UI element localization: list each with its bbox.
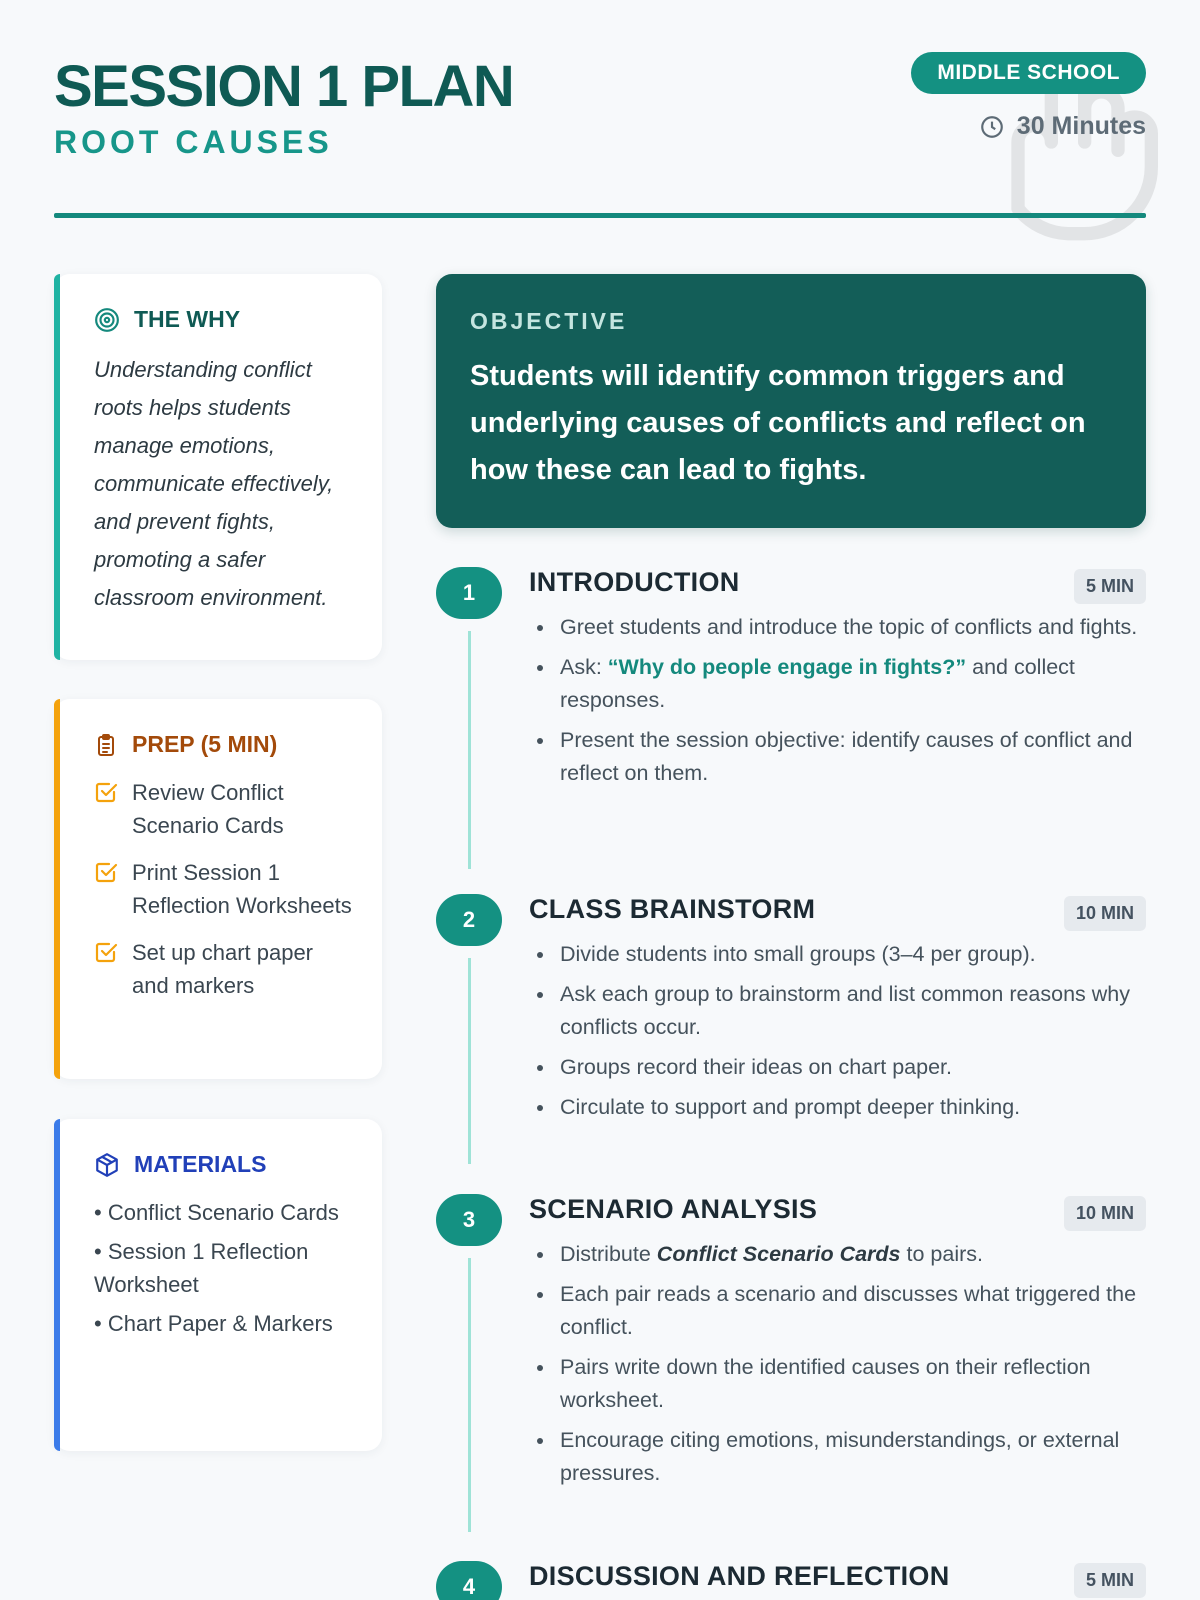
- step-bullet: • Each pair reads a scenario and discusses what triggered the conflict.: [556, 1278, 1146, 1344]
- prep-list: [94, 776, 352, 1002]
- materials-card: [54, 1119, 382, 1451]
- duration: [979, 112, 1146, 141]
- step-bullet: • Divide students into small groups (3–4 per group).: [556, 938, 1146, 971]
- step-number: 3: [436, 1194, 502, 1246]
- step-discussion-reflection: [436, 1561, 1146, 1600]
- page-subtitle: ROOT CAUSES: [54, 124, 333, 160]
- step-bullet: • Present the session objective: identify causes of conflict and reflect on them.: [556, 724, 1146, 790]
- step-duration-badge: 5 MIN: [1074, 569, 1146, 604]
- step-title: INTRODUCTION: [529, 567, 740, 597]
- why-text: Understanding conflict roots helps students manage emotions, communicate effectively, and prevent fights, promoting a safer classroom environment.: [94, 357, 334, 610]
- step-duration-badge: 10 MIN: [1064, 1196, 1146, 1231]
- step-bullets: [556, 611, 1146, 797]
- step-title: SCENARIO ANALYSIS: [529, 1194, 818, 1224]
- timeline-line: [468, 1258, 471, 1532]
- materials-heading: MATERIALS: [134, 1151, 267, 1177]
- step-bullet: • Ask: “Why do people engage in fights?” and collect responses.: [556, 651, 1146, 717]
- level-badge: MIDDLE SCHOOL: [911, 52, 1146, 94]
- step-introduction: [436, 567, 1146, 867]
- materials-list: [94, 1196, 352, 1340]
- objective-card: [436, 274, 1146, 528]
- why-card: [54, 274, 382, 660]
- prep-item-label: Print Session 1 Reflection Worksheets: [132, 860, 352, 918]
- checkbox-icon: [94, 860, 118, 884]
- why-heading: THE WHY: [134, 306, 241, 332]
- step-bullet: • Greet students and introduce the topic of conflicts and fights.: [556, 611, 1146, 644]
- step-bullet: • Groups record their ideas on chart paper.: [556, 1051, 1146, 1084]
- materials-item: • Conflict Scenario Cards: [94, 1200, 339, 1225]
- clock-icon: [979, 114, 1005, 140]
- step-bullet: • Distribute Conflict Scenario Cards to pairs.: [556, 1238, 1146, 1271]
- materials-item: • Chart Paper & Markers: [94, 1311, 333, 1336]
- key-question: “Why do people engage in fights?”: [607, 655, 967, 679]
- page-header: [54, 52, 1146, 222]
- duration-label: 30 Minutes: [1016, 112, 1146, 140]
- step-bullet: • Encourage citing emotions, misunderstandings, or external pressures.: [556, 1424, 1146, 1490]
- step-duration-badge: 5 MIN: [1074, 1563, 1146, 1598]
- target-icon: [94, 307, 120, 333]
- step-bullet: • Circulate to support and prompt deeper thinking.: [556, 1091, 1146, 1124]
- checkbox-icon: [94, 780, 118, 804]
- prep-item-label: Set up chart paper and markers: [132, 940, 314, 998]
- step-number: 4: [436, 1561, 502, 1600]
- page-title: SESSION 1 PLAN: [54, 54, 514, 119]
- step-number: 1: [436, 567, 502, 619]
- step-title: CLASS BRAINSTORM: [529, 894, 816, 924]
- materials-item: • Session 1 Reflection Worksheet: [94, 1239, 309, 1297]
- step-title: DISCUSSION AND REFLECTION: [529, 1561, 950, 1591]
- prep-item: [94, 856, 352, 922]
- clipboard-icon: [94, 732, 118, 758]
- objective-label: OBJECTIVE: [470, 308, 628, 334]
- prep-item: [94, 936, 352, 1002]
- step-scenario-analysis: [436, 1194, 1146, 1534]
- step-duration-badge: 10 MIN: [1064, 896, 1146, 931]
- step-class-brainstorm: [436, 894, 1146, 1174]
- objective-text: Students will identify common triggers and underlying causes of conflicts and reflect on how these can lead to fights.: [470, 360, 1086, 486]
- checkbox-icon: [94, 940, 118, 964]
- prep-item: [94, 776, 352, 842]
- step-number: 2: [436, 894, 502, 946]
- package-icon: [94, 1152, 120, 1178]
- material-name: Conflict Scenario Cards: [656, 1242, 901, 1266]
- prep-heading: PREP (5 MIN): [132, 731, 278, 757]
- prep-item-label: Review Conflict Scenario Cards: [132, 780, 284, 838]
- step-bullets: [556, 1238, 1146, 1497]
- header-divider: [54, 213, 1146, 218]
- step-bullet: • Pairs write down the identified causes on their reflection worksheet.: [556, 1351, 1146, 1417]
- step-bullets: [556, 938, 1146, 1131]
- step-bullet: • Ask each group to brainstorm and list common reasons why conflicts occur.: [556, 978, 1146, 1044]
- prep-card: [54, 699, 382, 1079]
- timeline-line: [468, 631, 471, 869]
- timeline-line: [468, 958, 471, 1164]
